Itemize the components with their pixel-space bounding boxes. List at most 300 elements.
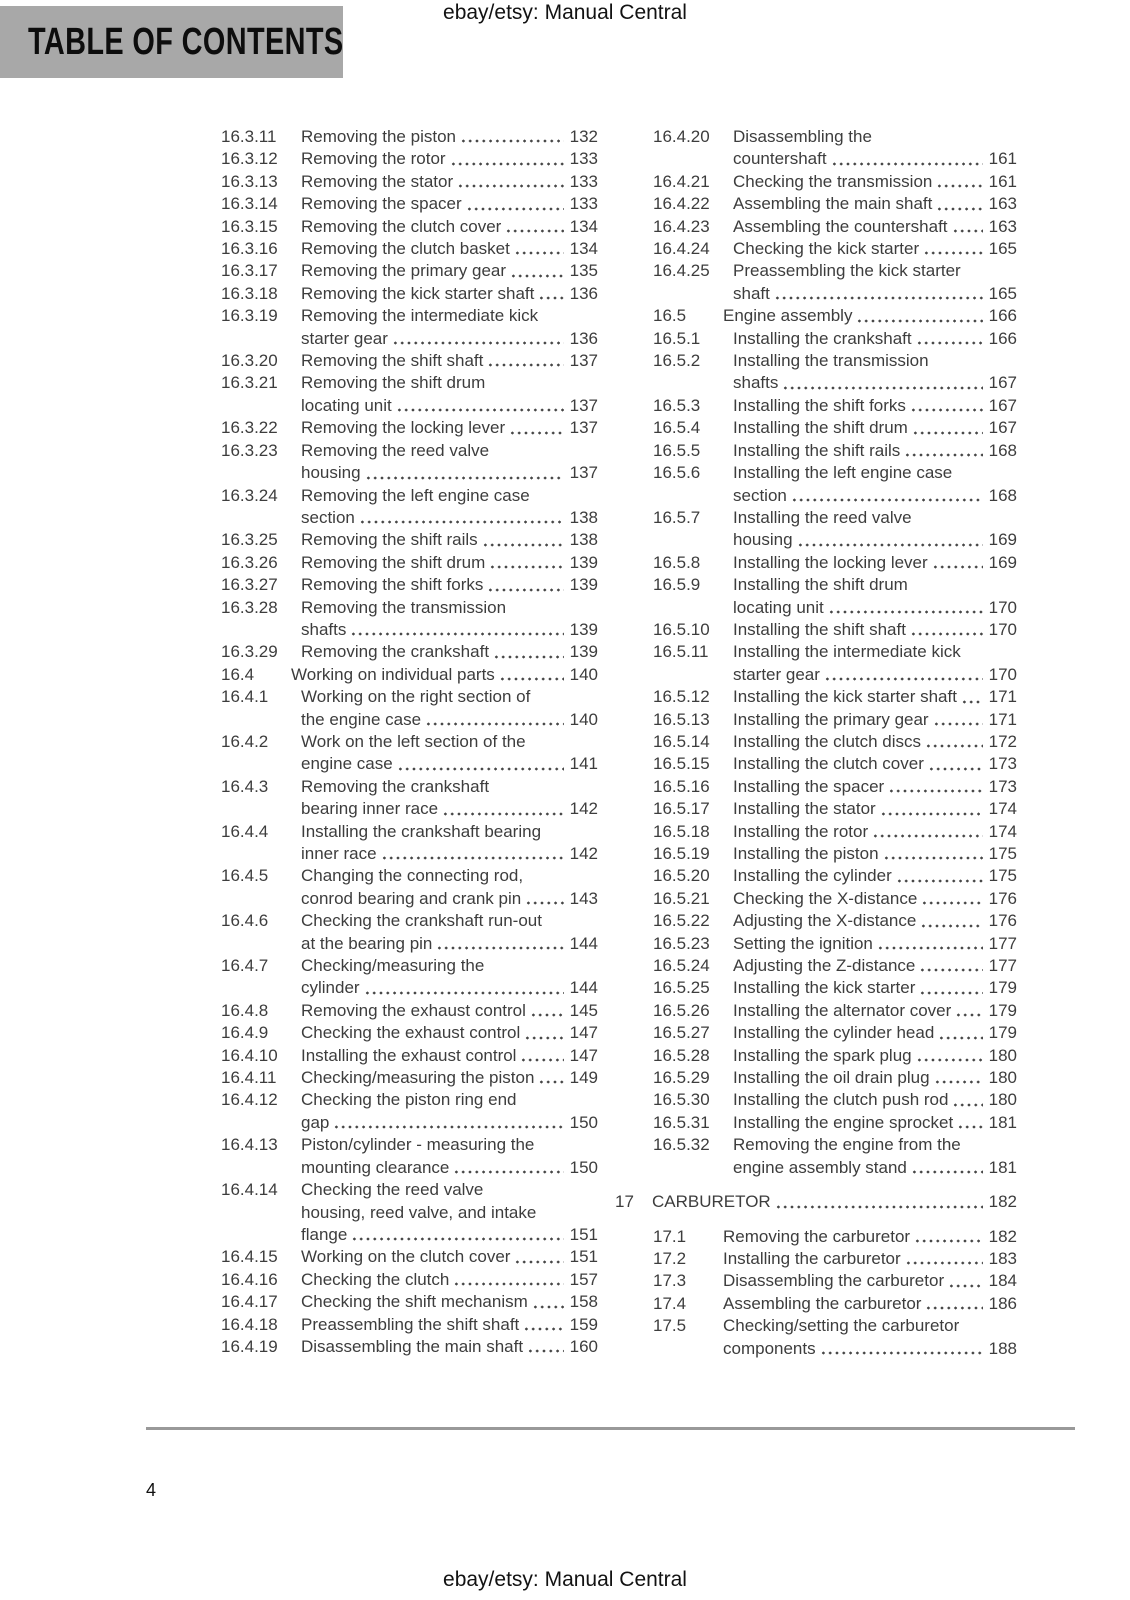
dot-leader bbox=[453, 1157, 563, 1179]
toc-entry bbox=[221, 1067, 598, 1089]
dot-leader bbox=[914, 1226, 983, 1248]
toc-entry-page: 167 bbox=[988, 395, 1017, 415]
toc-entry-last-line bbox=[301, 328, 598, 350]
toc-entry-number: 16.5.11 bbox=[653, 642, 709, 662]
toc-entry bbox=[221, 372, 598, 417]
dot-leader bbox=[856, 306, 982, 328]
dot-leader bbox=[525, 888, 563, 910]
toc-entry-title: Removing the carburetor bbox=[723, 1226, 911, 1246]
toc-entry-number: 16.5.21 bbox=[653, 888, 710, 908]
toc-entry-page: 169 bbox=[988, 530, 1017, 550]
toc-entry-title-block bbox=[301, 1246, 598, 1268]
toc-entry bbox=[653, 216, 1017, 238]
toc-entry-last-line bbox=[301, 843, 598, 865]
toc-entry-number: 16.5.14 bbox=[653, 731, 710, 751]
toc-entry-title: Installing the cylinder bbox=[733, 866, 892, 886]
dot-leader bbox=[919, 978, 982, 1000]
toc-entry-last-line bbox=[733, 1000, 1017, 1022]
toc-entry-number: 16.3.11 bbox=[221, 127, 277, 146]
toc-entry-title: Installing the cylinder head bbox=[733, 1023, 935, 1043]
toc-entry-last-line bbox=[301, 216, 598, 238]
toc-entry-title-line: Installing the reed valve bbox=[733, 507, 912, 527]
toc-entry-page: 188 bbox=[988, 1338, 1017, 1358]
toc-entry-last-line bbox=[733, 821, 1017, 843]
toc-entry-title: CARBURETOR bbox=[652, 1192, 771, 1212]
toc-entry-page: 173 bbox=[988, 776, 1017, 796]
toc-entry-title: Installing the locking lever bbox=[733, 552, 928, 572]
toc-entry-title-block bbox=[733, 977, 1017, 999]
toc-entry-title-block bbox=[301, 126, 598, 148]
toc-entry-title-line: Installing the intermediate kick bbox=[733, 642, 961, 662]
toc-entry bbox=[653, 238, 1017, 260]
toc-entry-page: 171 bbox=[988, 709, 1017, 729]
toc-entry-page: 140 bbox=[569, 709, 598, 729]
toc-entry-title-block bbox=[733, 126, 1017, 171]
toc-entry bbox=[653, 753, 1017, 775]
toc-entry-number: 16.5.17 bbox=[653, 799, 710, 819]
toc-entry-last-line bbox=[733, 1089, 1017, 1111]
toc-entry-number: 16.4.5 bbox=[221, 866, 269, 886]
toc-entry-title-block bbox=[301, 552, 598, 574]
toc-entry-title-block bbox=[301, 1336, 598, 1358]
toc-entry-number: 16.5.12 bbox=[653, 687, 710, 707]
toc-entry-title-block bbox=[733, 1022, 1017, 1044]
toc-entry-title-block bbox=[723, 1270, 1017, 1292]
toc-entry bbox=[653, 395, 1017, 417]
toc-entry-page: 179 bbox=[988, 1000, 1017, 1020]
toc-entry-last-line bbox=[733, 283, 1017, 305]
toc-entry-number: 16.5.26 bbox=[653, 1000, 710, 1020]
toc-entry-title: Installing the clutch push rod bbox=[733, 1090, 949, 1110]
toc-entry-number: 16.4.6 bbox=[221, 911, 269, 931]
toc-entry bbox=[653, 731, 1017, 753]
footer-site-label: ebay/etsy: Manual Central bbox=[443, 1568, 687, 1591]
dot-leader bbox=[952, 1090, 982, 1112]
dot-leader bbox=[774, 283, 983, 305]
toc-entry-page: 136 bbox=[569, 283, 598, 303]
toc-entry-number: 16.3.28 bbox=[221, 597, 278, 617]
toc-entry-page: 140 bbox=[569, 664, 598, 684]
toc-entry-title-block bbox=[301, 865, 598, 910]
dot-leader bbox=[797, 530, 983, 552]
toc-entry-title-line: Removing the crankshaft bbox=[301, 776, 490, 796]
toc-entry-number: 16.3.20 bbox=[221, 351, 278, 371]
toc-entry-page: 145 bbox=[569, 1000, 598, 1020]
toc-entry-number: 16.5.18 bbox=[653, 821, 710, 841]
toc-entry-number: 16.4.3 bbox=[221, 776, 269, 796]
toc-entry bbox=[221, 1314, 598, 1336]
dot-leader bbox=[936, 194, 982, 216]
toc-entry-last-line bbox=[301, 171, 598, 193]
toc-entry-page: 133 bbox=[569, 194, 598, 214]
toc-entry bbox=[653, 619, 1017, 641]
dot-leader bbox=[442, 799, 564, 821]
toc-entry-title-block bbox=[723, 1315, 1017, 1360]
toc-entry-last-line bbox=[301, 1336, 598, 1358]
toc-entry bbox=[653, 709, 1017, 731]
toc-entry bbox=[653, 686, 1017, 708]
toc-entry-title: Removing the clutch basket bbox=[301, 239, 510, 259]
toc-entry-title: housing bbox=[733, 530, 793, 550]
toc-entry-page: 180 bbox=[988, 1090, 1017, 1110]
toc-entry-title: conrod bearing and crank pin bbox=[301, 888, 522, 908]
toc-entry-number: 16.5.16 bbox=[653, 776, 710, 796]
toc-entry-last-line bbox=[301, 1045, 598, 1067]
toc-entry-last-line bbox=[723, 1226, 1017, 1248]
toc-entry-last-line bbox=[301, 283, 598, 305]
toc-entry-page: 160 bbox=[569, 1336, 598, 1356]
toc-entry-number: 16.4.4 bbox=[221, 821, 269, 841]
toc-entry-page: 170 bbox=[988, 664, 1017, 684]
toc-entry-title: Removing the exhaust control bbox=[301, 1000, 526, 1020]
toc-entry-title: Checking the transmission bbox=[733, 171, 933, 191]
toc-entry-page: 169 bbox=[988, 552, 1017, 572]
dot-leader bbox=[916, 1045, 983, 1067]
toc-entry bbox=[653, 641, 1017, 686]
toc-entry-title: engine assembly stand bbox=[733, 1157, 907, 1177]
toc-entry-page: 151 bbox=[569, 1224, 598, 1244]
toc-entry-title: Installing the kick starter bbox=[733, 978, 916, 998]
page-title: TABLE OF CONTENTS bbox=[28, 21, 344, 63]
dot-leader bbox=[530, 1000, 564, 1022]
toc-entry-last-line bbox=[733, 552, 1017, 574]
toc-entry-last-line bbox=[301, 126, 598, 148]
toc-entry-title-line: Installing the transmission bbox=[733, 351, 929, 371]
toc-entry-page: 176 bbox=[988, 911, 1017, 931]
toc-entry-last-line bbox=[733, 709, 1017, 731]
toc-entry-title-block bbox=[723, 1293, 1017, 1315]
toc-entry-title: cylinder bbox=[301, 978, 360, 998]
toc-entry-number: 16.5.1 bbox=[653, 328, 701, 348]
toc-entry-last-line bbox=[301, 1112, 598, 1134]
toc-entry-number: 16.5.28 bbox=[653, 1045, 710, 1065]
toc-entry-number: 16.4.9 bbox=[221, 1023, 269, 1043]
dot-leader bbox=[514, 1247, 563, 1269]
toc-entry bbox=[221, 485, 598, 530]
toc-entry bbox=[653, 574, 1017, 619]
toc-entry-page: 158 bbox=[569, 1292, 598, 1312]
toc-entry-last-line bbox=[301, 148, 598, 170]
toc-entry-title: section bbox=[733, 485, 787, 505]
toc-entry-page: 138 bbox=[569, 507, 598, 527]
toc-entry-page: 168 bbox=[988, 485, 1017, 505]
toc-entry bbox=[221, 574, 598, 596]
dot-leader bbox=[919, 955, 982, 977]
toc-entry-number: 16.3.12 bbox=[221, 149, 278, 169]
toc-entry-title-line: Piston/cylinder - measuring the bbox=[301, 1135, 535, 1155]
toc-entry-number: 16.4.16 bbox=[221, 1269, 278, 1289]
toc-entry-page: 133 bbox=[569, 149, 598, 169]
toc-entry bbox=[221, 552, 598, 574]
toc-entry-title: Installing the exhaust control bbox=[301, 1045, 517, 1065]
toc-entry-title: Removing the rotor bbox=[301, 149, 446, 169]
toc-entry-title-block bbox=[733, 440, 1017, 462]
toc-entry-title: Removing the shift shaft bbox=[301, 351, 484, 371]
toc-entry-number: 16.4.23 bbox=[653, 216, 710, 236]
toc-entry-title-line: Installing the crankshaft bearing bbox=[301, 821, 542, 841]
dot-leader bbox=[932, 552, 983, 574]
toc-entry-title: Removing the spacer bbox=[301, 194, 462, 214]
toc-entry-last-line bbox=[733, 1045, 1017, 1067]
toc-entry-last-line bbox=[733, 865, 1017, 887]
dot-leader bbox=[365, 463, 564, 485]
toc-entry-page: 151 bbox=[569, 1247, 598, 1267]
toc-entry-last-line bbox=[723, 1293, 1017, 1315]
toc-entry bbox=[653, 126, 1017, 171]
toc-entry-page: 144 bbox=[569, 978, 598, 998]
toc-entry bbox=[653, 1134, 1017, 1179]
toc-entry-number: 16.4.7 bbox=[221, 956, 269, 976]
toc-entry-page: 163 bbox=[988, 216, 1017, 236]
toc-entry-number: 16.3.19 bbox=[221, 306, 278, 326]
toc-entry-title: Installing the shift shaft bbox=[733, 619, 906, 639]
header-site-label: ebay/etsy: Manual Central bbox=[443, 1, 687, 24]
toc-entry-title: Disassembling the carburetor bbox=[723, 1271, 945, 1291]
toc-entry bbox=[653, 1045, 1017, 1067]
toc-entry bbox=[221, 1134, 598, 1179]
toc-entry-title-block bbox=[723, 1226, 1017, 1248]
toc-entry-title: Removing the shift forks bbox=[301, 575, 484, 595]
toc-entry bbox=[221, 350, 598, 372]
toc-entry-title-block bbox=[733, 776, 1017, 798]
toc-entry-last-line bbox=[733, 753, 1017, 775]
toc-entry-page: 167 bbox=[988, 418, 1017, 438]
toc-entry-page: 171 bbox=[988, 687, 1017, 707]
toc-entry-title: Installing the spacer bbox=[733, 776, 885, 796]
toc-entry-number: 16.4.2 bbox=[221, 731, 269, 751]
toc-entry-title: Checking/measuring the piston bbox=[301, 1068, 535, 1088]
toc-entry bbox=[221, 955, 598, 1000]
toc-entry-page: 135 bbox=[569, 261, 598, 281]
dot-leader bbox=[933, 709, 983, 731]
toc-entry-page: 157 bbox=[569, 1269, 598, 1289]
toc-entry-last-line bbox=[301, 1314, 598, 1336]
dot-leader bbox=[880, 799, 983, 821]
toc-entry-last-line bbox=[733, 1157, 1017, 1179]
dot-leader bbox=[948, 1271, 983, 1293]
dot-leader bbox=[460, 126, 564, 148]
toc-entry-title-line: Removing the left engine case bbox=[301, 485, 530, 505]
toc-entry-title-block bbox=[733, 798, 1017, 820]
toc-entry bbox=[653, 193, 1017, 215]
toc-entry-title: shafts bbox=[301, 619, 347, 639]
toc-entry-page: 170 bbox=[988, 597, 1017, 617]
toc-entry-title: Assembling the main shaft bbox=[733, 194, 933, 214]
dot-leader bbox=[493, 642, 564, 664]
toc-entry-page: 139 bbox=[569, 552, 598, 572]
toc-entry-page: 165 bbox=[988, 239, 1017, 259]
toc-entry-title-block bbox=[733, 193, 1017, 215]
toc-entry-page: 170 bbox=[988, 619, 1017, 639]
toc-entry bbox=[221, 686, 598, 731]
toc-entry-title: Removing the shift rails bbox=[301, 530, 478, 550]
toc-entry-title-block bbox=[301, 417, 598, 439]
dot-leader bbox=[538, 283, 563, 305]
toc-entry-number: 16.5.23 bbox=[653, 933, 710, 953]
toc-entry-title-block bbox=[301, 955, 598, 1000]
toc-entry-page: 149 bbox=[569, 1068, 598, 1088]
toc-entry-number: 16.5.19 bbox=[653, 844, 710, 863]
toc-entry-number: 16.3.24 bbox=[221, 485, 278, 505]
dot-leader bbox=[364, 978, 564, 1000]
toc-entry-last-line bbox=[301, 888, 598, 910]
toc-entry-title: Removing the shift drum bbox=[301, 552, 486, 572]
toc-entry-title: locating unit bbox=[301, 395, 392, 415]
toc-entry-title: starter gear bbox=[301, 328, 388, 348]
toc-entry bbox=[221, 1022, 598, 1044]
toc-entry-number: 16.5 bbox=[653, 306, 687, 326]
toc-entry-page: 161 bbox=[988, 149, 1017, 169]
toc-entry bbox=[221, 641, 598, 663]
toc-entry-number: 16.5.29 bbox=[653, 1068, 710, 1088]
toc-entry-title: Checking the shift mechanism bbox=[301, 1292, 528, 1312]
toc-entry-last-line bbox=[723, 1248, 1017, 1270]
toc-entry-number: 16.4.15 bbox=[221, 1247, 278, 1267]
toc-entry bbox=[221, 1291, 598, 1313]
toc-entry-last-line bbox=[733, 216, 1017, 238]
toc-entry-title: the engine case bbox=[301, 709, 422, 729]
toc-entry-page: 184 bbox=[988, 1271, 1017, 1291]
toc-entry-title-block bbox=[733, 1045, 1017, 1067]
toc-entry-title-block bbox=[301, 574, 598, 596]
toc-entry-last-line bbox=[733, 619, 1017, 641]
toc-entry-number: 16.4.14 bbox=[221, 1180, 278, 1200]
toc-entry bbox=[653, 1293, 1017, 1315]
toc-entry-page: 180 bbox=[988, 1045, 1017, 1065]
toc-entry-title-block bbox=[301, 1134, 598, 1179]
dot-leader bbox=[912, 418, 983, 440]
toc-entry-title: shaft bbox=[733, 283, 770, 303]
toc-entry bbox=[653, 552, 1017, 574]
toc-entry-last-line bbox=[301, 260, 598, 282]
toc-entry-title-block bbox=[733, 910, 1017, 932]
toc-entry-page: 159 bbox=[569, 1314, 598, 1334]
toc-entry-last-line bbox=[733, 328, 1017, 350]
toc-entry-title: Installing the shift rails bbox=[733, 440, 901, 460]
toc-entry-last-line bbox=[733, 955, 1017, 977]
toc-entry bbox=[221, 238, 598, 260]
toc-entry-number: 16.4.18 bbox=[221, 1314, 278, 1334]
toc-entry bbox=[221, 910, 598, 955]
dot-leader bbox=[466, 194, 564, 216]
toc-entry bbox=[221, 1336, 598, 1358]
toc-entry-title: Checking the kick starter bbox=[733, 239, 920, 259]
toc-entry-last-line bbox=[301, 350, 598, 372]
toc-entry-title-line: Checking/measuring the bbox=[301, 956, 485, 976]
toc-entry-title: Checking the exhaust control bbox=[301, 1023, 521, 1043]
toc-entry-title: Installing the shift forks bbox=[733, 395, 906, 415]
toc-entry-last-line bbox=[733, 485, 1017, 507]
toc-entry-last-line bbox=[301, 238, 598, 260]
toc-entry-page: 175 bbox=[988, 866, 1017, 886]
toc-entry-page: 134 bbox=[569, 216, 598, 236]
toc-entry-title: at the bearing pin bbox=[301, 933, 433, 953]
toc-entry-title-block bbox=[301, 283, 598, 305]
toc-entry-title-block bbox=[733, 260, 1017, 305]
toc-entry-last-line bbox=[301, 619, 598, 641]
dot-leader bbox=[877, 933, 983, 955]
dot-leader bbox=[453, 1269, 563, 1291]
toc-entry bbox=[653, 1248, 1017, 1270]
toc-entry-title-block bbox=[733, 865, 1017, 887]
dot-leader bbox=[489, 552, 563, 574]
dot-leader bbox=[381, 843, 564, 865]
toc-entry-last-line bbox=[733, 148, 1017, 170]
toc-entry-title-block bbox=[733, 171, 1017, 193]
toc-entry bbox=[653, 955, 1017, 977]
toc-entry-number: 16.5.20 bbox=[653, 866, 710, 886]
toc-entry-title: Removing the stator bbox=[301, 171, 454, 191]
toc-entry-title-block bbox=[301, 1067, 598, 1089]
toc-entry-title-block bbox=[301, 1089, 598, 1134]
toc-entry-title: Removing the primary gear bbox=[301, 261, 507, 281]
toc-entry bbox=[653, 171, 1017, 193]
toc-entry bbox=[221, 865, 598, 910]
toc-entry bbox=[653, 865, 1017, 887]
toc-entry-title-block bbox=[301, 1179, 598, 1246]
toc-entry-page: 161 bbox=[988, 171, 1017, 191]
toc-entry-title-block bbox=[301, 1314, 598, 1336]
dot-leader bbox=[905, 1248, 983, 1270]
toc-entry bbox=[653, 350, 1017, 395]
toc-entry bbox=[221, 821, 598, 866]
toc-entry bbox=[221, 193, 598, 215]
dot-leader bbox=[782, 373, 982, 395]
toc-entry-page: 139 bbox=[569, 619, 598, 639]
dot-leader bbox=[911, 1157, 983, 1179]
toc-entry-title: Installing the stator bbox=[733, 799, 876, 819]
toc-entry-title: Working on individual parts bbox=[291, 664, 495, 684]
dot-leader bbox=[921, 888, 982, 910]
toc-entry-page: 179 bbox=[988, 1023, 1017, 1043]
toc-entry-title-block bbox=[733, 216, 1017, 238]
toc-entry-title-line: Checking/setting the carburetor bbox=[723, 1316, 960, 1336]
dot-leader bbox=[523, 1314, 563, 1336]
toc-entry bbox=[221, 1246, 598, 1268]
toc-entry-title-block bbox=[301, 238, 598, 260]
toc-entry-number: 16.5.6 bbox=[653, 463, 701, 483]
dot-leader bbox=[961, 687, 983, 709]
toc-entry-title-line: Working on the right section of bbox=[301, 687, 531, 707]
toc-entry-title: Installing the clutch cover bbox=[733, 754, 924, 774]
toc-entry-title-block bbox=[733, 395, 1017, 417]
dot-leader bbox=[883, 843, 983, 865]
toc-entry-last-line bbox=[301, 933, 598, 955]
toc-entry-title-block bbox=[733, 462, 1017, 507]
toc-entry-page: 138 bbox=[569, 530, 598, 550]
toc-entry bbox=[221, 260, 598, 282]
toc-entry bbox=[221, 1269, 598, 1291]
toc-entry-page: 186 bbox=[988, 1293, 1017, 1313]
dot-leader bbox=[450, 149, 564, 171]
toc-entry-title-block bbox=[733, 1112, 1017, 1134]
toc-entry-number: 16.5.24 bbox=[653, 956, 710, 976]
dot-leader bbox=[487, 575, 563, 597]
toc-entry-title-line: Disassembling the bbox=[733, 127, 872, 146]
toc-entry-title-block bbox=[733, 574, 1017, 619]
toc-entry-title: Disassembling the main shaft bbox=[301, 1336, 524, 1356]
toc-entry bbox=[221, 148, 598, 170]
toc-entry bbox=[653, 440, 1017, 462]
toc-entry bbox=[221, 529, 598, 551]
toc-entry-number: 16.3.21 bbox=[221, 373, 278, 393]
toc-entry bbox=[221, 171, 598, 193]
toc-entry bbox=[221, 126, 598, 148]
toc-entry bbox=[221, 1000, 598, 1022]
toc-entry-number: 16.4 bbox=[221, 664, 255, 684]
dot-leader bbox=[957, 1112, 982, 1134]
toc-entry-title: Checking the X-distance bbox=[733, 888, 918, 908]
